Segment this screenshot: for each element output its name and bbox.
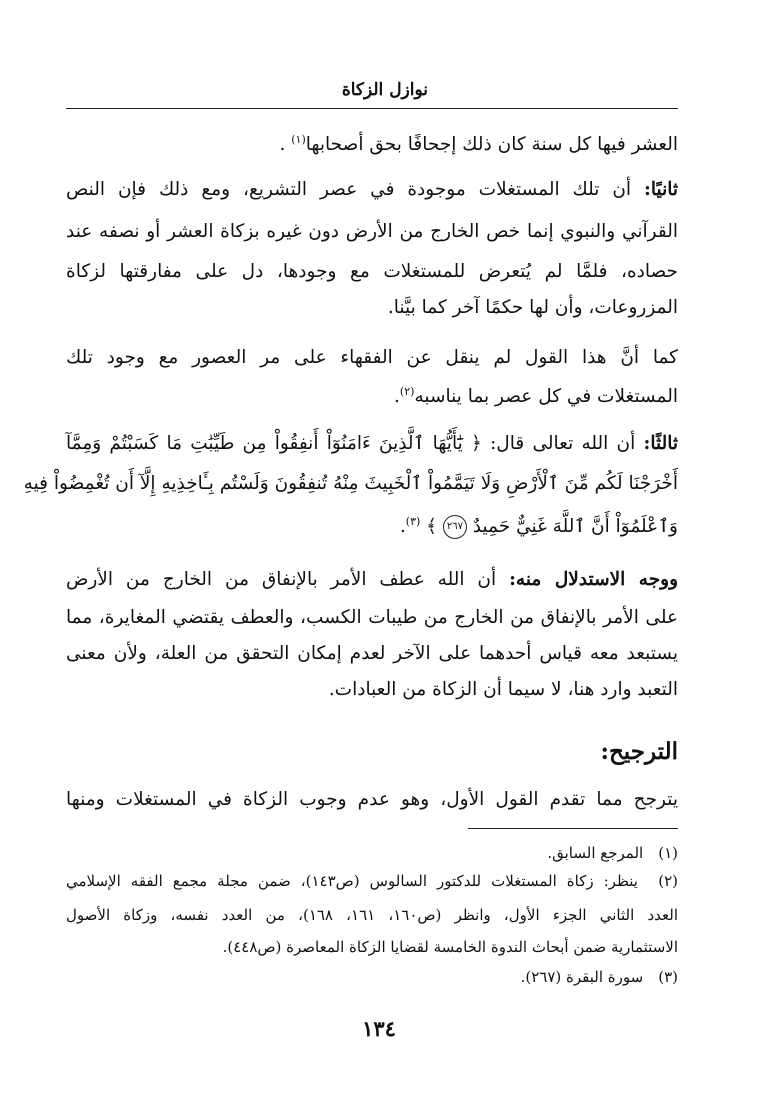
paragraph-line — [66, 430, 678, 458]
paragraph-line: المزروعات، وأن لها حكمًا آخر كما بيَّنا. — [387, 297, 678, 318]
quran-text: أن الله تعالى قال: ﴿ يَٰٓأَيُّهَا ٱلَّذِينَ ءَامَنُوٓاْ أَنفِقُواْ مِن طَيِّبَٰتِ مَا كَسَبْتُمْ وَمِمَّآ — [66, 433, 636, 454]
footnote-item — [547, 840, 678, 866]
quran-bracket: ﴾ — [426, 516, 438, 538]
paragraph-line: كما أنَّ هذا القول لم ينقل عن الفقهاء على مر العصور مع وجود تلك — [66, 347, 678, 368]
body-text: العشر فيها كل سنة كان ذلك إجحافًا بحق أصحابها — [305, 134, 678, 156]
footnote-text: المرجع السابق. — [547, 844, 644, 862]
footnote-number: (٣) — [658, 968, 678, 986]
running-header-title: نوازل الزكاة — [341, 80, 428, 100]
paragraph-line: يستبعد معه قياس أحدهما على الآخر لعدم إمكان التحقق من العلة، ولأن معنى — [66, 643, 678, 664]
body-text: أن تلك المستغلات موجودة في عصر التشريع، ومع ذلك فإن النص — [66, 179, 632, 200]
paragraph-line: على الأمر بالإنفاق من الخارج من طيبات الكسب، والعطف يقتضي المغايرة، مما — [66, 607, 678, 628]
point-label: ثالثًا: — [643, 433, 678, 454]
paragraph-line: التعبد وارد هنا، لا سيما أن الزكاة من العبادات. — [328, 679, 678, 700]
footnote-ref[interactable]: (٢) — [399, 385, 415, 398]
footnote-line: الاستثمارية ضمن أبحاث الندوة الخامسة لقضايا الزكاة المعاصرة (ص٤٤٨). — [222, 938, 678, 956]
paragraph-line: القرآني والنبوي إنما خص الخارج من الأرض دون غيره بزكاة العشر أو نصفه عند — [66, 221, 678, 242]
punctuation: . — [399, 516, 406, 538]
point-label: ووجه الاستدلال منه: — [509, 569, 678, 590]
quran-text: وَٱعْلَمُوٓاْ أَنَّ ٱللَّهَ غَنِيٌّ حَمِيدٌ — [472, 516, 678, 538]
header-divider — [66, 108, 678, 109]
page-number: ١٣٤ — [362, 1016, 396, 1041]
footnote-text: ينظر: زكاة المستغلات للدكتور السالوس (ص١٤٣)، ضمن مجلة مجمع الفقه الإسلامي — [66, 872, 638, 890]
footnote-number: (٢) — [658, 872, 678, 890]
paragraph-line: حصاده، فلمَّا لم يُتعرض للمستغلات مع وجودها، دل على مفارقتها لزكاة — [66, 261, 678, 282]
punctuation: . — [279, 134, 286, 156]
paragraph-line — [394, 378, 678, 411]
body-text: المستغلات في كل عصر بما يناسبه — [414, 386, 678, 408]
paragraph-line — [400, 508, 678, 541]
paragraph-line: أَخْرَجْنَا لَكُم مِّنَ ٱلْأَرْضِ وَلَا تَيَمَّمُواْ ٱلْخَبِيثَ مِنْهُ تُنفِقُونَ وَلَسْتُم بِـَٔاخِذِيهِ إِلَّآ أَن تُغْمِضُواْ فِيهِ — [23, 473, 678, 494]
ayah-number-badge: ٢٦٧ — [443, 515, 467, 539]
paragraph-line — [66, 176, 678, 204]
footnote-item — [521, 964, 678, 990]
footnote-number: (١) — [658, 844, 678, 862]
footnote-ref[interactable]: (١) — [291, 133, 306, 146]
paragraph-line — [66, 566, 678, 594]
body-text: أن الله عطف الأمر بالإنفاق من الخارج من الأرض — [66, 569, 497, 590]
footnote-ref[interactable]: (٣) — [405, 515, 421, 528]
footnote-item — [66, 868, 678, 894]
punctuation: . — [394, 386, 400, 408]
paragraph-line — [279, 126, 678, 159]
paragraph-line: يترجح مما تقدم القول الأول، وهو عدم وجوب الزكاة في المستغلات ومنها — [66, 789, 678, 810]
section-heading: الترجيح: — [600, 738, 678, 765]
footnote-text: سورة البقرة (٢٦٧). — [520, 968, 644, 986]
footnote-line: العدد الثاني الجزء الأول، وانظر (ص١٦٠، ١٦١، ١٦٨)، من العدد نفسه، وزكاة الأصول — [66, 906, 678, 924]
point-label: ثانيًا: — [644, 179, 678, 200]
footnote-divider — [468, 828, 678, 829]
